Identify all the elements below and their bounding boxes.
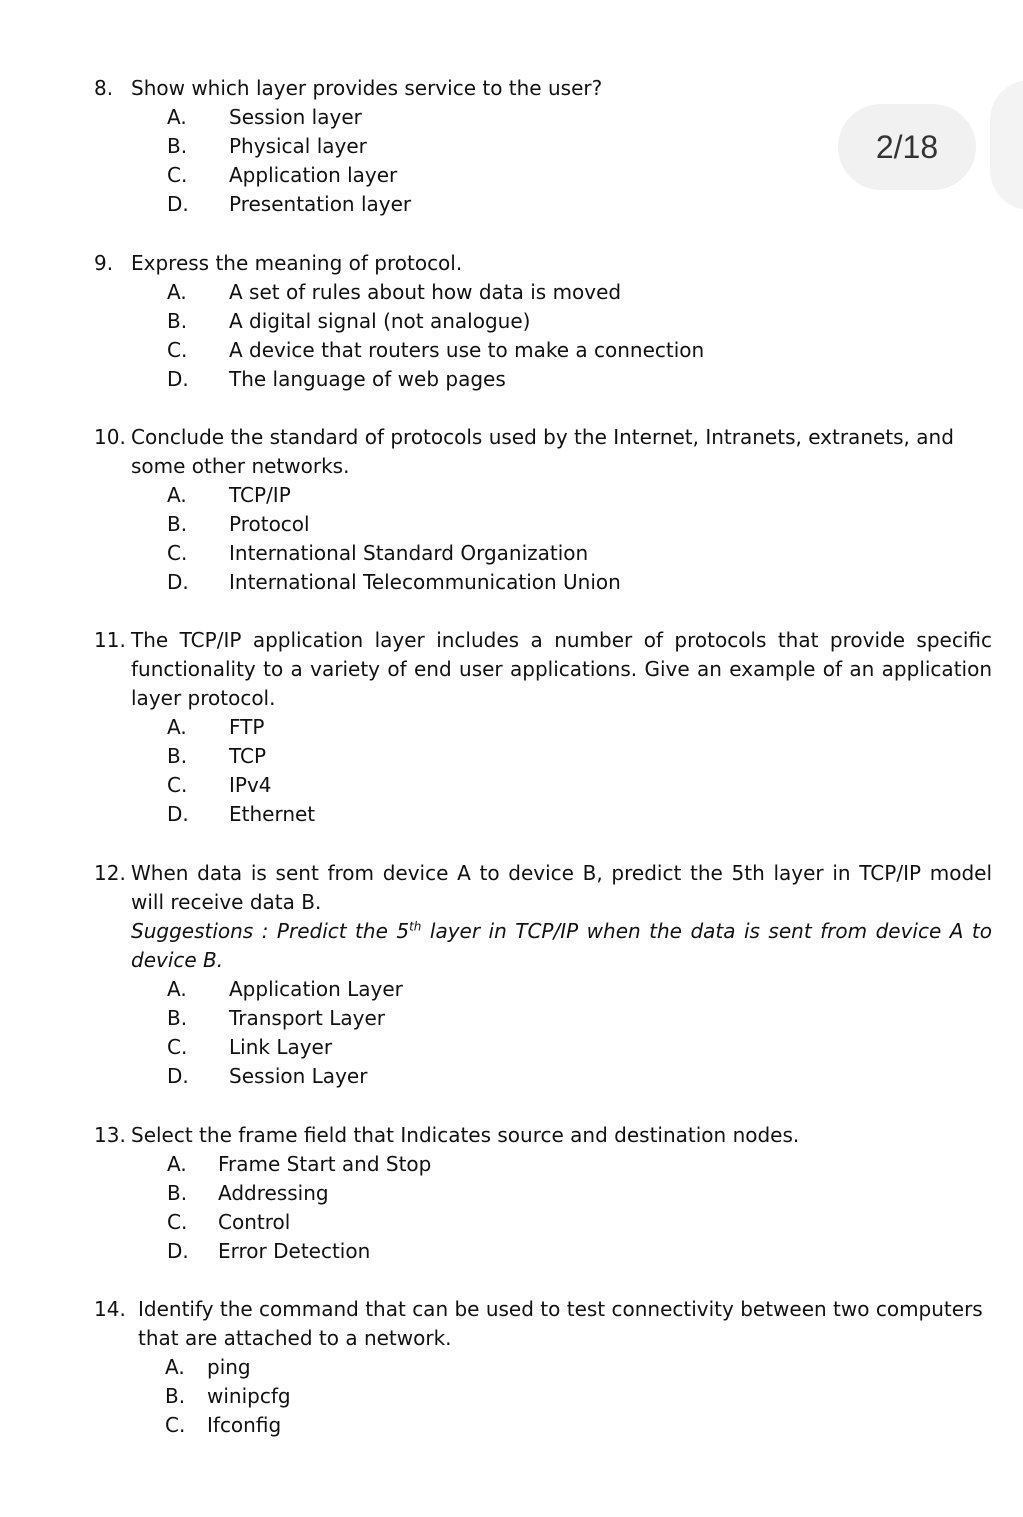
option-text: Addressing [218, 1181, 329, 1205]
page-indicator: 2/18 [838, 104, 976, 190]
option-text: Application layer [229, 163, 398, 187]
option-letter: B. [167, 309, 188, 333]
edge-shadow [990, 80, 1023, 210]
option-b [167, 510, 992, 539]
option-letter: A. [167, 977, 187, 1001]
option-d [167, 190, 992, 219]
option-c [165, 1411, 992, 1440]
option-letter: C. [167, 338, 188, 362]
option-letter: A. [167, 1152, 187, 1176]
option-list [165, 1353, 992, 1440]
option-text: Control [218, 1210, 291, 1234]
option-c [167, 771, 992, 800]
question-text: Conclude the standard of protocols used by the Internet, Intranets, extranets, and some other networks. [131, 425, 954, 478]
option-letter: C. [167, 773, 188, 797]
option-a [167, 278, 992, 307]
option-letter: B. [167, 512, 188, 536]
option-d [167, 365, 992, 394]
option-c [167, 1033, 992, 1062]
suggestion-text [131, 917, 992, 975]
question-number: 11. [94, 628, 126, 652]
question-10 [94, 423, 992, 597]
option-text: The language of web pages [229, 367, 506, 391]
option-d [167, 1237, 992, 1266]
option-letter: A. [167, 105, 187, 129]
option-letter: A. [167, 483, 187, 507]
option-text: Ifconfig [207, 1413, 282, 1437]
question-12 [94, 859, 992, 1091]
suggestion-suffix: layer in TCP/IP when the data is sent from device A to device B. [131, 919, 992, 972]
option-c [167, 1208, 992, 1237]
option-text: Physical layer [229, 134, 367, 158]
option-a [167, 481, 992, 510]
option-text: Frame Start and Stop [218, 1152, 432, 1176]
option-b [167, 307, 992, 336]
option-text: Session Layer [229, 1064, 368, 1088]
question-14 [94, 1295, 992, 1440]
option-text: A device that routers use to make a connection [229, 338, 705, 362]
option-d [167, 1062, 992, 1091]
option-text: International Standard Organization [229, 541, 589, 565]
suggestion-superscript: th [409, 919, 422, 934]
option-c [167, 336, 992, 365]
option-letter: A. [167, 715, 187, 739]
question-text: The TCP/IP application layer includes a number of protocols that provide specific functionality to a variety of end user applications. Give an example of an application layer protocol. [131, 628, 992, 710]
option-letter: C. [167, 1210, 188, 1234]
option-text: IPv4 [229, 773, 272, 797]
option-text: TCP [229, 744, 267, 768]
option-text: Session layer [229, 105, 362, 129]
option-list [167, 278, 992, 394]
option-letter: D. [167, 802, 189, 826]
option-letter: D. [167, 367, 189, 391]
option-list [167, 103, 992, 219]
question-8 [94, 74, 992, 219]
question-number: 8. [94, 76, 114, 100]
question-13 [94, 1121, 992, 1266]
option-list [167, 481, 992, 597]
option-d [167, 800, 992, 829]
option-text: Presentation layer [229, 192, 412, 216]
option-a [165, 1353, 992, 1382]
question-text: Show which layer provides service to the user? [131, 76, 603, 100]
option-letter: C. [167, 163, 188, 187]
question-number: 13. [94, 1123, 126, 1147]
option-letter: B. [167, 744, 188, 768]
option-letter: B. [167, 1006, 188, 1030]
option-letter: D. [167, 192, 189, 216]
option-text: Application Layer [229, 977, 403, 1001]
option-b [167, 742, 992, 771]
option-text: Transport Layer [229, 1006, 385, 1030]
option-c [167, 161, 992, 190]
question-text: Identify the command that can be used to test connectivity between two computers that are attached to a network. [138, 1297, 983, 1350]
option-b [165, 1382, 992, 1411]
option-letter: C. [167, 541, 188, 565]
question-11 [94, 626, 992, 829]
option-text: Error Detection [218, 1239, 371, 1263]
question-9 [94, 249, 992, 394]
option-letter: D. [167, 1064, 189, 1088]
option-c [167, 539, 992, 568]
question-text: Select the frame field that Indicates source and destination nodes. [131, 1123, 800, 1147]
question-number: 9. [94, 251, 114, 275]
option-list [167, 713, 992, 829]
option-a [167, 975, 992, 1004]
option-text: Ethernet [229, 802, 316, 826]
option-b [167, 1004, 992, 1033]
option-d [167, 568, 992, 597]
option-letter: B. [167, 134, 188, 158]
option-text: winipcfg [207, 1384, 291, 1408]
option-letter: D. [167, 1239, 189, 1263]
option-b [167, 1179, 992, 1208]
option-list [167, 975, 992, 1091]
question-number: 14. [94, 1297, 126, 1321]
option-text: International Telecommunication Union [229, 570, 621, 594]
suggestion-prefix: Suggestions : Predict the 5 [131, 919, 410, 943]
question-text: When data is sent from device A to device B, predict the 5th layer in TCP/IP model will receive data B. [131, 861, 992, 914]
option-text: A digital signal (not analogue) [229, 309, 531, 333]
option-letter: A. [165, 1355, 185, 1379]
option-a [167, 713, 992, 742]
option-letter: D. [167, 570, 189, 594]
option-a [167, 1150, 992, 1179]
option-letter: B. [165, 1384, 186, 1408]
option-text: FTP [229, 715, 265, 739]
option-b [167, 132, 992, 161]
option-text: A set of rules about how data is moved [229, 280, 622, 304]
option-text: Protocol [229, 512, 310, 536]
option-a [167, 103, 992, 132]
option-list [167, 1150, 992, 1266]
option-text: TCP/IP [229, 483, 291, 507]
question-number: 10. [94, 425, 126, 449]
option-text: ping [207, 1355, 251, 1379]
option-letter: A. [167, 280, 187, 304]
question-number: 12. [94, 861, 126, 885]
option-letter: B. [167, 1181, 188, 1205]
question-body [131, 859, 992, 975]
option-letter: C. [165, 1413, 186, 1437]
option-letter: C. [167, 1035, 188, 1059]
question-text: Express the meaning of protocol. [131, 251, 463, 275]
option-text: Link Layer [229, 1035, 333, 1059]
